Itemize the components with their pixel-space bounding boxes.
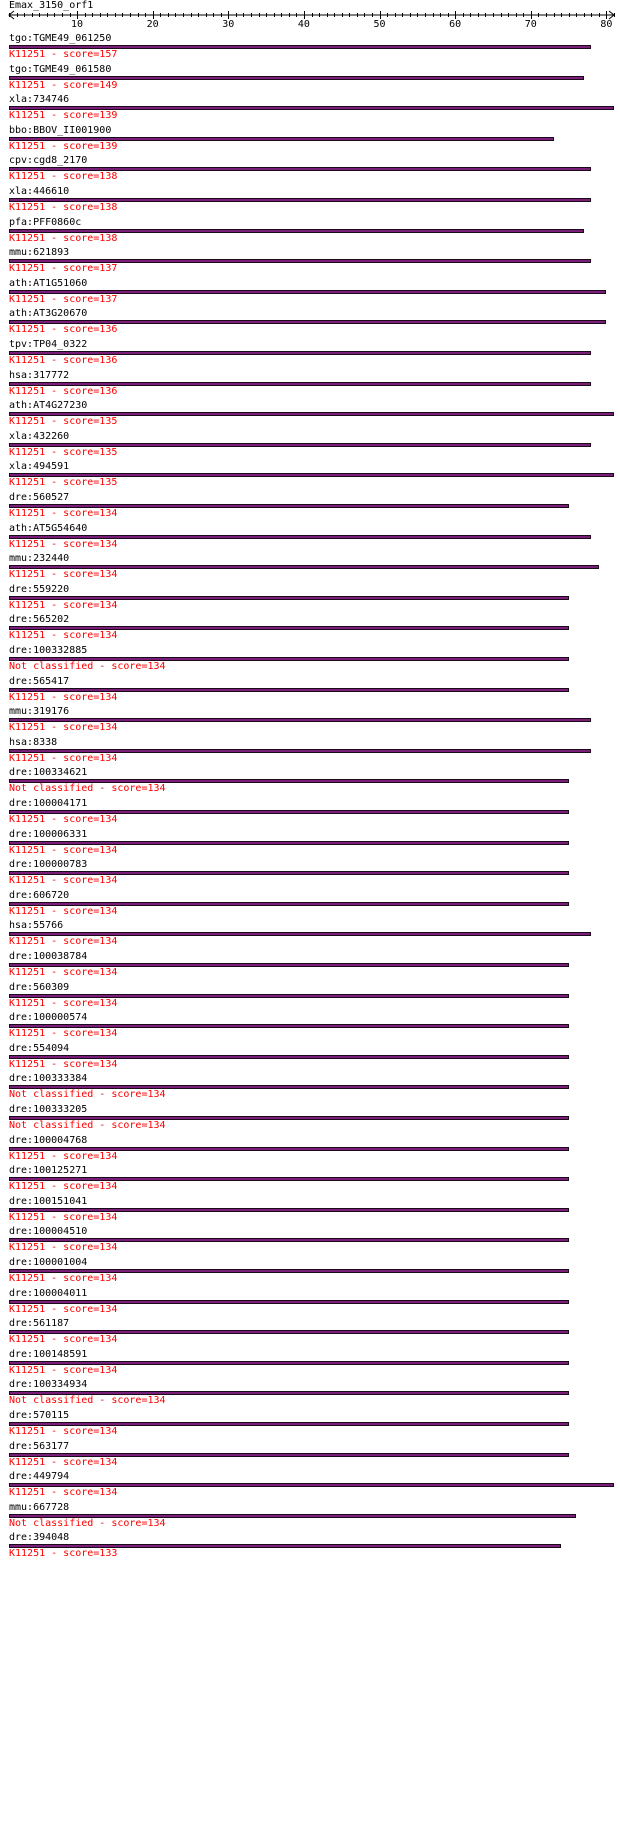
hit-row — [0, 1165, 620, 1196]
query-title: Emax_3150_orf1 — [9, 0, 94, 11]
hit-name-link[interactable]: ath:AT3G20670 — [9, 308, 88, 320]
hit-name-link[interactable]: tgo:TGME49_061250 — [9, 33, 112, 44]
hit-name-link[interactable]: dre:100004768 — [9, 1134, 88, 1146]
hit-row — [0, 523, 620, 554]
hit-row — [0, 890, 620, 921]
hit-row — [0, 1379, 620, 1410]
hit-row — [0, 461, 620, 492]
hit-score-label: K11251 - score=134 — [9, 1211, 118, 1223]
hit-row — [0, 308, 620, 339]
hit-row — [0, 614, 620, 645]
hit-name-link[interactable]: dre:100000783 — [9, 859, 88, 871]
hit-name-link[interactable]: cpv:cgd8_2170 — [9, 155, 88, 167]
hit-name-link[interactable]: mmu:621893 — [9, 247, 70, 259]
hit-score-label: K11251 - score=134 — [9, 967, 118, 978]
hit-score-label: K11251 - score=134 — [9, 691, 118, 703]
hit-score-label: K11251 - score=134 — [9, 569, 118, 581]
hit-row — [0, 982, 620, 1013]
hit-name-link[interactable]: dre:100004171 — [9, 798, 88, 809]
hit-row — [0, 1532, 620, 1563]
ruler-tick-label: 10 — [71, 19, 84, 30]
hit-row — [0, 339, 620, 370]
hit-name-link[interactable]: dre:559220 — [9, 583, 70, 595]
hit-name-link[interactable]: dre:100001004 — [9, 1257, 88, 1268]
hit-name-link[interactable]: ath:AT5G54640 — [9, 522, 88, 534]
hit-row — [0, 645, 620, 676]
hit-name-link[interactable]: dre:449794 — [9, 1471, 70, 1483]
hit-score-label: K11251 - score=134 — [9, 1273, 118, 1284]
hit-name-link[interactable]: dre:100333205 — [9, 1104, 88, 1115]
hit-row — [0, 1073, 620, 1104]
hit-score-label: K11251 - score=138 — [9, 202, 118, 213]
hit-score-label: K11251 - score=134 — [9, 1242, 118, 1254]
hit-row — [0, 920, 620, 951]
hit-name-link[interactable]: dre:554094 — [9, 1042, 70, 1054]
hit-score-label: K11251 - score=136 — [9, 355, 118, 366]
hit-name-link[interactable]: dre:100334621 — [9, 767, 88, 779]
hit-score-label: K11251 - score=134 — [9, 997, 118, 1009]
hit-row — [0, 829, 620, 860]
hit-score-label: Not classified - score=134 — [9, 661, 166, 672]
hit-row — [0, 217, 620, 248]
hit-row — [0, 492, 620, 523]
hit-row — [0, 706, 620, 737]
hit-name-link[interactable]: mmu:232440 — [9, 553, 70, 565]
hit-score-label: K11251 - score=134 — [9, 1334, 118, 1346]
hit-score-label: K11251 - score=134 — [9, 508, 118, 519]
hit-row — [0, 553, 620, 584]
hit-score-label: K11251 - score=134 — [9, 1456, 118, 1468]
hit-name-link[interactable]: dre:606720 — [9, 889, 70, 901]
hit-score-label: K11251 - score=134 — [9, 905, 118, 917]
hit-score-label: K11251 - score=134 — [9, 936, 118, 948]
hit-row — [0, 1043, 620, 1074]
hit-name-link[interactable]: dre:100334934 — [9, 1379, 88, 1391]
hit-name-link[interactable]: tgo:TGME49_061580 — [9, 63, 112, 75]
hit-row — [0, 33, 620, 64]
hit-row — [0, 370, 620, 401]
hit-row — [0, 1349, 620, 1380]
hit-name-link[interactable]: bbo:BBOV_II001900 — [9, 124, 112, 136]
hit-name-link[interactable]: xla:446610 — [9, 186, 70, 197]
hit-score-label: K11251 - score=137 — [9, 263, 118, 275]
hit-row — [0, 859, 620, 890]
hit-name-link[interactable]: dre:561187 — [9, 1318, 70, 1330]
ruler-tick-label: 60 — [449, 19, 462, 30]
hit-score-label: K11251 - score=135 — [9, 416, 118, 428]
hit-score-label: K11251 - score=134 — [9, 1303, 118, 1315]
ruler-tick-label: 80 — [600, 19, 613, 30]
hit-score-label: Not classified - score=134 — [9, 1395, 166, 1407]
hit-score-label: Not classified - score=134 — [9, 1120, 166, 1131]
hit-score-label: K11251 - score=135 — [9, 446, 118, 458]
ruler-tick-label: 70 — [524, 19, 537, 30]
hit-name-link[interactable]: xla:734746 — [9, 94, 70, 106]
hit-row — [0, 1441, 620, 1472]
hit-name-link[interactable]: dre:100006331 — [9, 828, 88, 840]
hit-name-link[interactable]: mmu:319176 — [9, 706, 70, 718]
hit-score-label: K11251 - score=134 — [9, 1058, 118, 1070]
hit-name-link[interactable]: dre:100004011 — [9, 1287, 88, 1299]
hit-score-label: K11251 - score=149 — [9, 79, 118, 91]
hit-name-link[interactable]: dre:565417 — [9, 675, 70, 687]
hit-name-link[interactable]: ath:AT1G51060 — [9, 277, 88, 289]
hit-row — [0, 1410, 620, 1441]
hit-score-label: Not classified - score=134 — [9, 1089, 166, 1101]
hit-row — [0, 400, 620, 431]
ruler-tick-label: 20 — [146, 19, 159, 30]
hit-score-label: K11251 - score=133 — [9, 1548, 118, 1560]
hit-row — [0, 431, 620, 462]
hit-row — [0, 278, 620, 309]
hit-score-label: K11251 - score=138 — [9, 171, 118, 183]
hit-score-label: K11251 - score=134 — [9, 538, 118, 550]
hit-row — [0, 247, 620, 278]
hit-score-label: K11251 - score=134 — [9, 1028, 118, 1040]
hit-row — [0, 1104, 620, 1135]
hit-score-label: K11251 - score=134 — [9, 1487, 118, 1499]
hit-score-label: Not classified - score=134 — [9, 783, 166, 795]
hit-name-link[interactable]: dre:100125271 — [9, 1165, 88, 1177]
hit-name-link[interactable]: dre:394048 — [9, 1532, 70, 1544]
hit-row — [0, 767, 620, 798]
position-ruler — [0, 0, 620, 36]
hit-score-label: K11251 - score=136 — [9, 385, 118, 397]
ruler-tick-label: 50 — [373, 19, 386, 30]
hit-row — [0, 1471, 620, 1502]
hit-name-link[interactable]: tpv:TP04_0322 — [9, 339, 88, 350]
hit-name-link[interactable]: dre:100038784 — [9, 951, 88, 962]
hit-score-label: K11251 - score=134 — [9, 1364, 118, 1376]
hit-score-label: Not classified - score=134 — [9, 1517, 166, 1529]
hit-row — [0, 737, 620, 768]
hit-row — [0, 1226, 620, 1257]
hit-row — [0, 155, 620, 186]
hit-row — [0, 1288, 620, 1319]
hit-score-label: K11251 - score=137 — [9, 293, 118, 305]
hit-name-link[interactable]: hsa:8338 — [9, 736, 58, 748]
hit-score-label: K11251 - score=139 — [9, 110, 118, 122]
hit-score-label: K11251 - score=139 — [9, 140, 118, 152]
hit-name-link[interactable]: dre:100332885 — [9, 645, 88, 656]
hit-score-label: K11251 - score=134 — [9, 844, 118, 856]
hit-score-label: K11251 - score=134 — [9, 875, 118, 887]
ruler-tick-label: 30 — [222, 19, 235, 30]
hit-row — [0, 584, 620, 615]
hit-row — [0, 186, 620, 217]
hit-row — [0, 1135, 620, 1166]
hit-name-link[interactable]: mmu:667728 — [9, 1501, 70, 1513]
hit-name-link[interactable]: dre:100151041 — [9, 1195, 88, 1207]
hit-name-link[interactable]: dre:100000574 — [9, 1012, 88, 1024]
hit-name-link[interactable]: ath:AT4G27230 — [9, 400, 88, 412]
hit-name-link[interactable]: dre:565202 — [9, 614, 70, 626]
hit-row — [0, 125, 620, 156]
hit-score-label: K11251 - score=134 — [9, 752, 118, 764]
hit-row — [0, 64, 620, 95]
hit-score-label: K11251 - score=138 — [9, 232, 118, 244]
hit-score-label: K11251 - score=157 — [9, 49, 118, 60]
hit-score-label: K11251 - score=134 — [9, 722, 118, 734]
hit-name-link[interactable]: hsa:317772 — [9, 369, 70, 381]
hit-name-link[interactable]: dre:560309 — [9, 981, 70, 993]
hit-row — [0, 676, 620, 707]
hit-name-link[interactable]: pfa:PFF0860c — [9, 216, 82, 228]
hit-score-label: K11251 - score=136 — [9, 324, 118, 336]
hit-name-link[interactable]: xla:494591 — [9, 461, 70, 473]
hit-row — [0, 1502, 620, 1533]
hit-name-link[interactable]: hsa:55766 — [9, 920, 64, 932]
hit-name-link[interactable]: dre:100333384 — [9, 1073, 88, 1085]
hit-name-link[interactable]: dre:560527 — [9, 492, 70, 503]
hit-name-link[interactable]: dre:100004510 — [9, 1226, 88, 1238]
hit-score-label: K11251 - score=134 — [9, 1181, 118, 1193]
ruler-tick-label: 40 — [297, 19, 310, 30]
hit-score-label: K11251 - score=134 — [9, 814, 118, 825]
hit-row — [0, 1257, 620, 1288]
hit-score-label: K11251 - score=135 — [9, 477, 118, 489]
hit-row — [0, 1318, 620, 1349]
hit-name-link[interactable]: dre:570115 — [9, 1410, 70, 1421]
hit-row — [0, 798, 620, 829]
hit-row — [0, 1196, 620, 1227]
hit-name-link[interactable]: xla:432260 — [9, 430, 70, 442]
hit-score-label: K11251 - score=134 — [9, 599, 118, 611]
hit-name-link[interactable]: dre:100148591 — [9, 1348, 88, 1360]
hit-name-link[interactable]: dre:563177 — [9, 1440, 70, 1452]
hit-score-label: K11251 - score=134 — [9, 1150, 118, 1162]
hit-score-label: K11251 - score=134 — [9, 1426, 118, 1437]
hit-row — [0, 1012, 620, 1043]
hit-row — [0, 94, 620, 125]
hit-row — [0, 951, 620, 982]
hit-score-label: K11251 - score=134 — [9, 630, 118, 642]
